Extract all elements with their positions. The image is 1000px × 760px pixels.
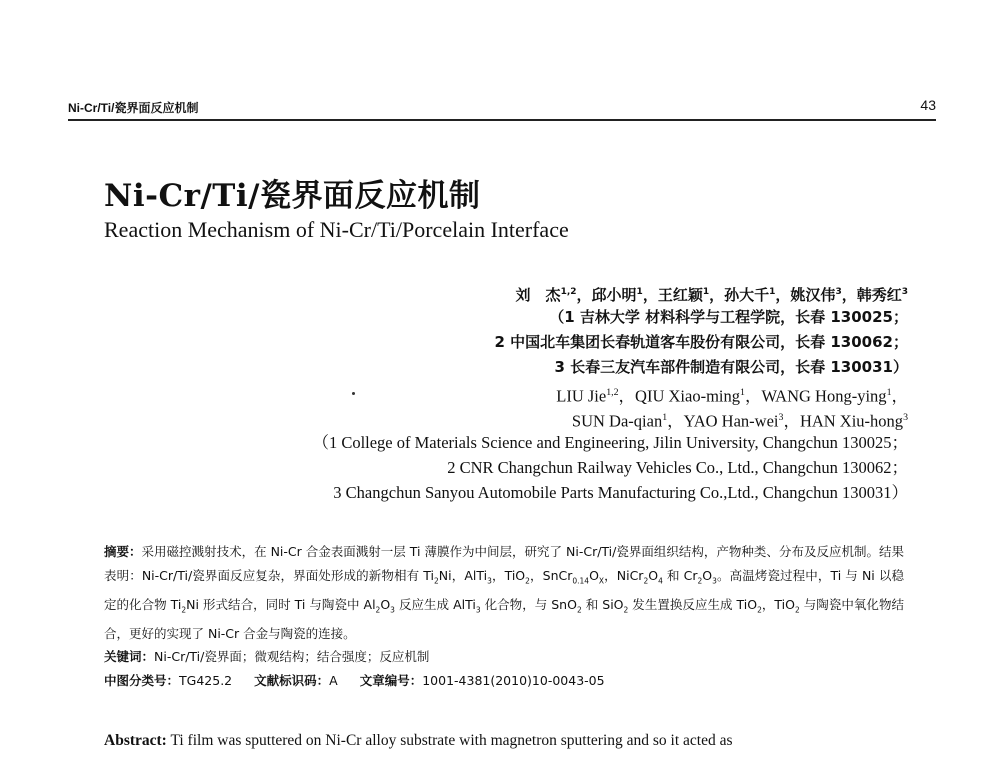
author-affiliation-mark: 1,2 xyxy=(606,387,619,398)
affiliation-en-3: 3 Changchun Sanyou Automobile Parts Manufacturing Co.,Ltd., Changchun 130031） xyxy=(333,483,908,502)
author-affiliation-mark: 3 xyxy=(778,412,784,423)
doc-code-value: A xyxy=(329,673,338,688)
author-name: 姚汉伟 xyxy=(790,286,836,304)
author-separator: ， xyxy=(618,386,636,406)
abstract-en-label: Abstract: xyxy=(104,732,167,749)
author-separator: ， xyxy=(667,411,684,431)
abstract-text: Ni，AlTi xyxy=(438,567,488,583)
subscript: 4 xyxy=(658,576,663,585)
author-block xyxy=(160,280,908,505)
author-separator: ， xyxy=(783,411,800,431)
author-name: 王红颖 xyxy=(657,286,703,304)
subscript: 3 xyxy=(487,576,492,585)
author-name: 刘 杰 xyxy=(515,286,561,304)
subscript: 2 xyxy=(525,576,530,585)
running-header xyxy=(68,99,936,121)
author-affiliation-mark: 1 xyxy=(636,287,643,297)
subscript: 2 xyxy=(623,605,629,614)
subscript: 3 xyxy=(712,576,717,585)
author-separator: ， xyxy=(841,286,857,304)
keywords-label: 关键词： xyxy=(104,649,155,664)
abstract-chinese xyxy=(104,540,904,693)
article-number-label: 文章编号： xyxy=(359,673,423,688)
author-name: LIU Jie xyxy=(556,386,607,406)
author-separator: ， xyxy=(576,286,592,304)
abstract-text: Ni 形式结合，同时 Ti 与陶瓷中 Al xyxy=(186,596,376,612)
author-affiliation-mark: 1 xyxy=(886,387,892,398)
author-separator: ， xyxy=(775,286,791,304)
classification-line xyxy=(104,669,904,693)
abstract-text: 。高温烤瓷过程中，Ti 与 Ni 以稳定的化合物 Ti xyxy=(104,567,904,612)
author-affiliation-mark: 1 xyxy=(662,412,668,423)
abstract-en-text: Ti film was sputtered on Ni-Cr alloy substrate with magnetron sputtering and so it acted as xyxy=(166,732,733,749)
clc-value: TG425.2 xyxy=(179,673,233,688)
author-affiliation-mark: 1,2 xyxy=(560,287,577,297)
author-affiliation-mark: 3 xyxy=(901,287,908,297)
author-name: SUN Da-qian xyxy=(571,411,663,431)
abstract-text: 和 SiO xyxy=(581,596,624,612)
subscript: 2 xyxy=(181,605,187,614)
title-chinese: Ni-Cr/Ti/瓷界面反应机制 xyxy=(104,178,481,214)
subscript: 3 xyxy=(390,605,395,614)
abstract-text: O xyxy=(589,567,599,583)
author-separator: ， xyxy=(642,286,658,304)
subscript: 3 xyxy=(475,605,481,614)
author-separator: ， xyxy=(891,386,908,406)
subscript: 2 xyxy=(375,605,381,614)
abstract-text: 采用磁控溅射技术，在 Ni-Cr 合金表面溅射一层 Ti 薄膜作为中间层，研究了 Ni-Cr/Ti/瓷界面组织结构，产物种类、分布及反应机制。结果表明：Ni-Cr/Ti/瓷界面反应复杂，界面处形成的新物相有 Ti xyxy=(104,544,904,583)
authors-chinese xyxy=(160,280,908,305)
author-separator: ， xyxy=(709,286,725,304)
subscript: 2 xyxy=(434,576,439,585)
abstract-text: ，TiO xyxy=(491,567,526,583)
abstract-text: ，SnCr xyxy=(529,567,573,583)
abstract-cn-paragraph xyxy=(104,540,904,645)
author-affiliation-mark: 3 xyxy=(903,412,908,423)
author-affiliation-mark: 1 xyxy=(702,287,710,297)
author-affiliation-mark: 1 xyxy=(740,387,745,398)
affiliation-en-2: 2 CNR Changchun Railway Vehicles Co., Ltd., Changchun 130062； xyxy=(447,458,908,477)
abstract-text: O xyxy=(648,567,659,583)
author-name: YAO Han-wei xyxy=(683,411,779,431)
clc-label: 中图分类号： xyxy=(104,673,180,688)
author-name: HAN Xiu-hong xyxy=(799,411,904,431)
title-english: Reaction Mechanism of Ni-Cr/Ti/Porcelain Interface xyxy=(104,217,569,242)
keywords-line xyxy=(104,645,904,669)
affiliation-cn-3: 3 长春三友汽车部件制造有限公司，长春 130031） xyxy=(554,358,908,376)
subscript: 2 xyxy=(576,605,582,614)
keywords-value: Ni-Cr/Ti/瓷界面；微观结构；结合强度；反应机制 xyxy=(154,649,430,664)
abstract-cn-label: 摘要： xyxy=(104,544,142,559)
author-name: 韩秀红 xyxy=(856,286,902,304)
affiliation-cn-1: （1 吉林大学 材料科学与工程学院，长春 130025； xyxy=(549,308,908,326)
abstract-text: ，NiCr xyxy=(604,567,644,583)
affiliation-en-1: （1 College of Materials Science and Engineering, Jilin University, Changchun 130025； xyxy=(312,433,908,452)
abstract-text: 化合物，与 SnO xyxy=(480,596,577,612)
abstract-text: ，TiO xyxy=(761,596,795,612)
subscript: 0.14 xyxy=(572,576,590,585)
subscript: X xyxy=(598,576,605,585)
abstract-english xyxy=(104,732,934,750)
author-name: WANG Hong-ying xyxy=(761,386,887,406)
author-affiliation-mark: 3 xyxy=(835,287,842,297)
author-affiliation-mark: 1 xyxy=(769,287,776,297)
authors-english-line-2 xyxy=(160,405,908,430)
author-name: 孙大千 xyxy=(724,286,770,304)
affiliation-cn-2: 2 中国北车集团长春轨道客车股份有限公司，长春 130062； xyxy=(494,333,908,351)
abstract-text: 反应生成 AlTi xyxy=(394,596,476,612)
abstract-text: O xyxy=(380,596,391,612)
article-number-value: 1001-4381(2010)10-0043-05 xyxy=(422,673,605,688)
abstract-text: 发生置换反应生成 TiO xyxy=(628,596,758,612)
subscript: 2 xyxy=(757,605,762,614)
abstract-text: 与陶瓷中氧化物结合，更好的实现了 Ni-Cr 合金与陶瓷的连接。 xyxy=(104,596,904,641)
running-title: Ni-Cr/Ti/瓷界面反应机制 xyxy=(68,101,199,115)
author-separator: ， xyxy=(744,386,762,406)
page-number: 43 xyxy=(920,97,936,113)
abstract-text: O xyxy=(702,567,713,583)
abstract-text: 和 Cr xyxy=(662,567,698,583)
subscript: 2 xyxy=(643,576,649,585)
author-name: 邱小明 xyxy=(591,286,637,304)
subscript: 2 xyxy=(795,605,800,614)
stray-dot xyxy=(352,392,355,395)
author-name: QIU Xiao-ming xyxy=(635,386,740,406)
authors-english-line-1 xyxy=(160,380,908,405)
doc-code-label: 文献标识码： xyxy=(254,673,330,688)
subscript: 2 xyxy=(697,576,703,585)
